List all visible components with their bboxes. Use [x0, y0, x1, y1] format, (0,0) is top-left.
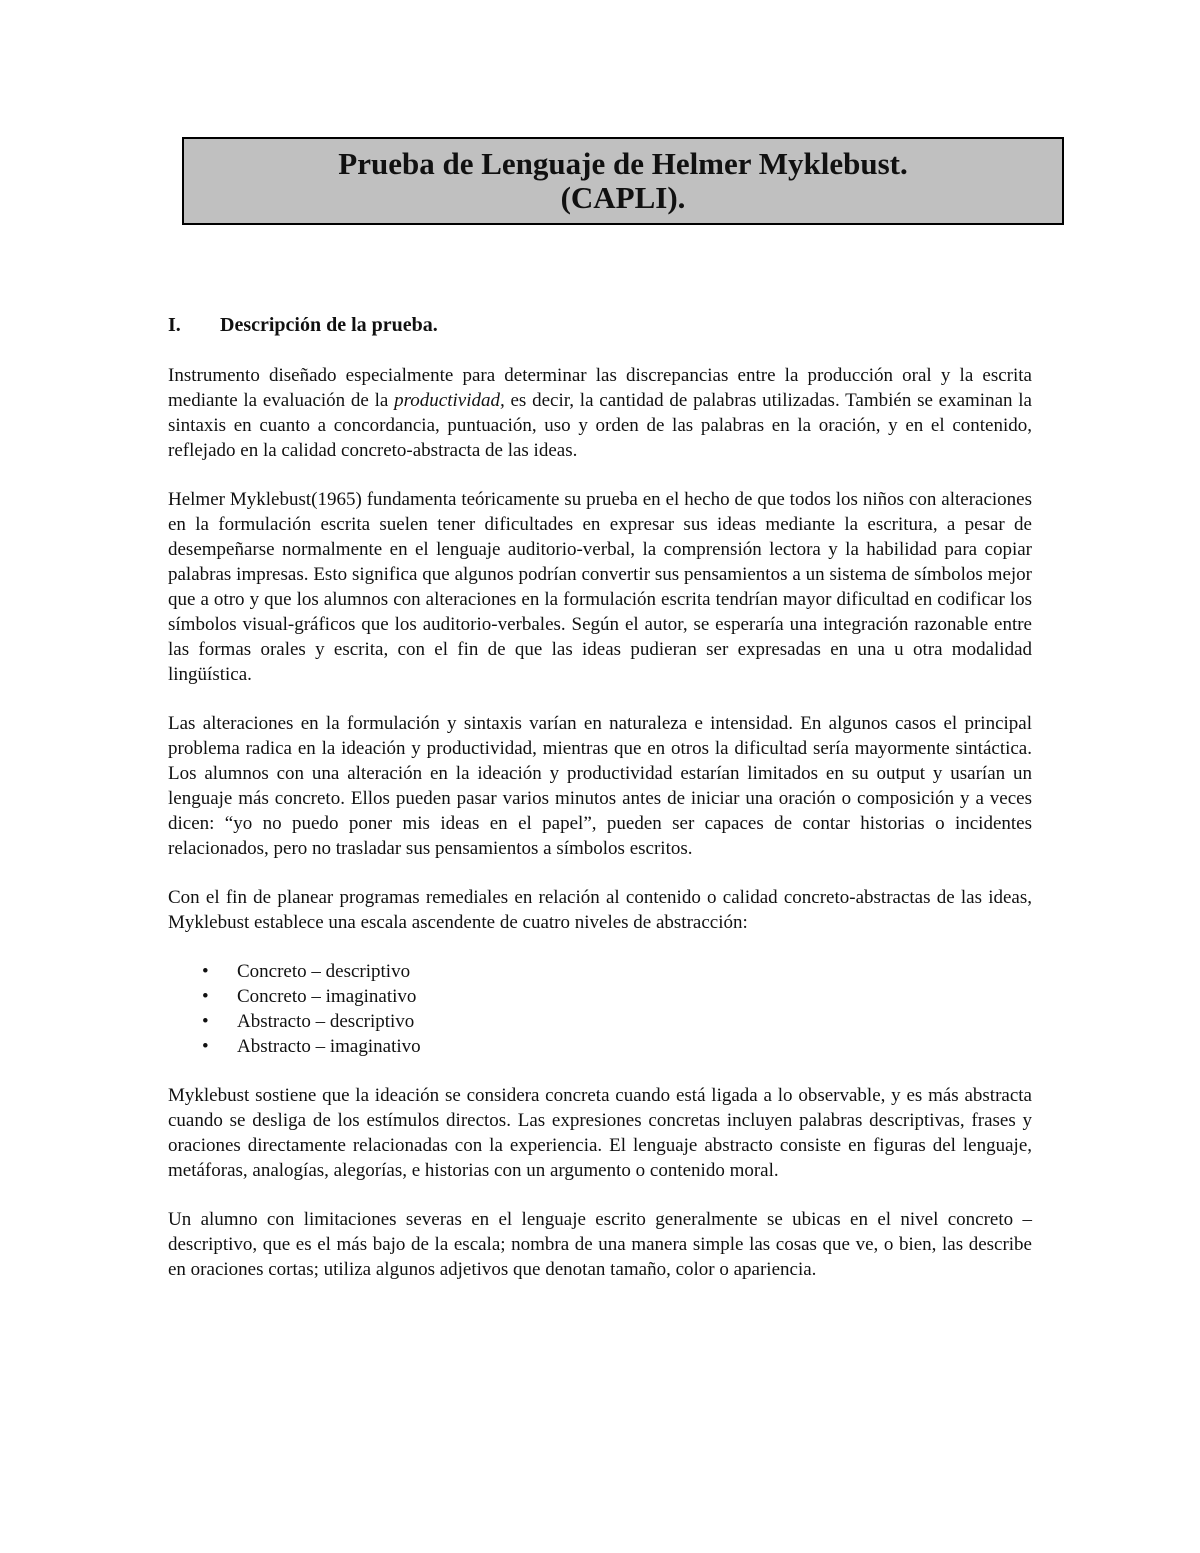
abstraction-levels-list: [168, 959, 1032, 1059]
paragraph-description-part2: es decir, la cantidad de palabras utilizadas. También se examinan la sintaxis en cuanto a concordancia, puntuación, uso y orden de las palabras en la oración, y en el contenido, reflejado en la calidad concreto-abstracta de las ideas.: [168, 390, 1032, 461]
list-item-label: Abstracto – imaginativo: [237, 1036, 421, 1057]
list-item-label: Abstracto – descriptivo: [237, 1011, 415, 1032]
section-title: Descripción de la prueba.: [220, 314, 438, 336]
bullet-icon: •: [202, 961, 209, 982]
list-item-label: Concreto – descriptivo: [237, 961, 411, 982]
section-number: I.: [168, 314, 181, 336]
list-item: [168, 1009, 1032, 1034]
list-item-label: Concreto – imaginativo: [237, 986, 417, 1007]
paragraph-ideation: Myklebust sostiene que la ideación se considera concreta cuando está ligada a lo observable, y es más abstracta cuando se desliga de los estímulos directos. Las expresiones concretas incluyen palabras descriptivas, frases y oraciones directamente relacionadas con la experiencia. El lenguaje abstracto consiste en figuras del lenguaje, metáforas, analogías, alegorías, e historias con un argumento o contenido moral.: [168, 1085, 1032, 1181]
bullet-icon: •: [202, 986, 209, 1007]
list-item: [168, 959, 1032, 984]
document-body: [168, 311, 1032, 1306]
document-title: Prueba de Lenguaje de Helmer Myklebust.: [338, 146, 908, 181]
bullet-icon: •: [202, 1011, 209, 1032]
paragraph-foundation: Helmer Myklebust(1965) fundamenta teóricamente su prueba en el hecho de que todos los niños con alteraciones en la formulación escrita suelen tener dificultades en expresar sus ideas mediante la escritura, a pesar de desempeñarse normalmente en el lenguaje auditorio-verbal, la comprensión lectora y la habilidad para copiar palabras impresas. Esto significa que algunos podrían convertir sus pensamientos a un sistema de símbolos mejor que a otro y que los alumnos con alteraciones en la formulación escrita tendrían mayor dificultad en codificar los símbolos visual-gráficos que los auditorio-verbales. Según el autor, se esperaría una integración razonable entre las formas orales y escrita, con el fin de que las ideas pudieran ser expresadas en una u otra modalidad lingüística.: [168, 489, 1032, 685]
paragraph-description: [168, 363, 1032, 463]
bullet-icon: •: [202, 1036, 209, 1057]
list-item: [168, 984, 1032, 1009]
list-item: [168, 1034, 1032, 1059]
title-box: [182, 137, 1064, 225]
section-heading: [168, 311, 1032, 339]
document-subtitle: (CAPLI).: [560, 180, 686, 215]
paragraph-limitations: Un alumno con limitaciones severas en el lenguaje escrito generalmente se ubicas en el nivel concreto – descriptivo, que es el más bajo de la escala; nombra de una manera simple las cosas que ve, o bien, las describe en oraciones cortas; utiliza algunos adjetivos que denotan tamaño, color o apariencia.: [168, 1209, 1032, 1280]
paragraph-alterations: Las alteraciones en la formulación y sintaxis varían en naturaleza e intensidad. En algunos casos el principal problema radica en la ideación y productividad, mientras que en otros la dificultad sería mayormente sintáctica. Los alumnos con una alteración en la ideación y productividad estarían limitados en su output y usarían un lenguaje más concreto. Ellos pueden pasar varios minutos antes de iniciar una oración o composición y a veces dicen: “yo no puedo poner mis ideas en el papel”, pueden ser capaces de contar historias o incidentes relacionados, pero no trasladar sus pensamientos a símbolos escritos.: [168, 713, 1032, 859]
paragraph-description-part1: Instrumento diseñado especialmente para determinar las discrepancias entre la producción oral y la escrita mediante la evaluación de la: [168, 365, 1032, 411]
paragraph-description-italic: productividad,: [394, 390, 505, 411]
paragraph-levels-intro: Con el fin de planear programas remediales en relación al contenido o calidad concreto-abstractas de las ideas, Myklebust establece una escala ascendente de cuatro niveles de abstracción:: [168, 887, 1032, 933]
